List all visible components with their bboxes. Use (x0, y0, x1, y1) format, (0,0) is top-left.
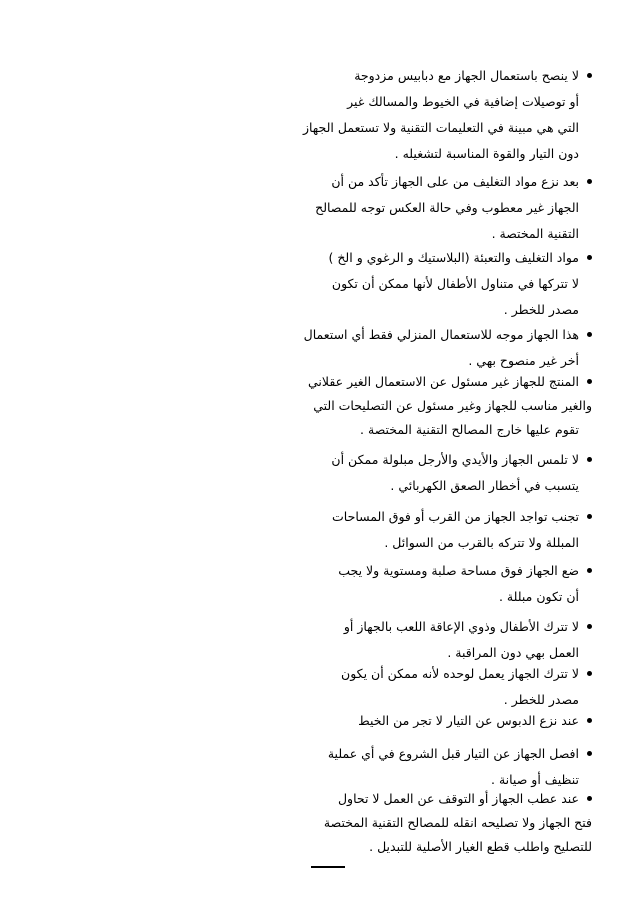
bullet-icon (587, 73, 592, 78)
list-item-line: الجهاز غير معطوب وفي حالة العكس توجه للمصالح (315, 200, 579, 215)
list-item-line: بعد نزع مواد التغليف من على الجهاز تأكد من أن (272, 169, 592, 195)
list-item-line: أو توصيلات إضافية في الخيوط والمسالك غير (347, 94, 579, 109)
list-item-line: دون التيار والقوة المناسبة لتشغيله . (394, 146, 579, 161)
list-item-line: العمل بهي دون المراقبة . (447, 645, 579, 660)
list-item-line: مصدر للخطر . (503, 692, 579, 707)
bullet-icon (587, 796, 592, 801)
list-item-line: التقنية المختصة . (491, 226, 579, 241)
list-item-line: لا تترك الأطفال وذوي الإعاقة اللعب بالجهاز أو (272, 614, 592, 640)
list-item (272, 370, 592, 442)
list-item-line: لا تلمس الجهاز والأيدي والأرجل مبلولة ممكن أن (272, 447, 592, 473)
list-item (272, 558, 592, 610)
list-item-line: افصل الجهاز عن التيار قبل الشروع في أي عملية (272, 741, 592, 767)
list-item (272, 614, 592, 666)
list-item-line: المبللة ولا تتركه بالقرب من السوائل . (384, 535, 579, 550)
list-item-line: لا ينصح باستعمال الجهاز مع دبابيس مزدوجة (272, 63, 592, 89)
bullet-icon (587, 568, 592, 573)
list-item (272, 708, 592, 734)
list-item-line: فتح الجهاز ولا تصليحه انقله للمصالح التقنية المختصة (323, 815, 592, 830)
list-item-line: هذا الجهاز موجه للاستعمال المنزلي فقط أي استعمال (272, 322, 592, 348)
bullet-icon (587, 514, 592, 519)
list-item-line: للتصليح واطلب قطع الغيار الأصلية للتبديل . (369, 839, 592, 854)
list-item (272, 63, 592, 167)
list-item-line: تقوم عليها خارج المصالح التقنية المختصة . (360, 422, 579, 437)
list-item-line: لا تترك الجهاز يعمل لوحده لأنه ممكن أن يكون (272, 661, 592, 687)
list-item-line: التي هي مبينة في التعليمات التقنية ولا تستعمل الجهاز (302, 120, 579, 135)
bullet-icon (587, 671, 592, 676)
bullet-icon (587, 332, 592, 337)
list-item (272, 322, 592, 374)
list-item (272, 169, 592, 247)
list-item-line: تجنب تواجد الجهاز من القرب أو فوق المساحات (272, 504, 592, 530)
list-item (272, 447, 592, 499)
list-item-line: تنظيف أو صيانة . (491, 772, 579, 787)
list-item (272, 787, 592, 859)
list-item-line: المنتج للجهاز غير مسئول عن الاستعمال الغير عقلاني (272, 370, 592, 394)
bullet-icon (587, 624, 592, 629)
list-item-line: أن تكون مبللة . (498, 589, 579, 604)
list-item (272, 504, 592, 556)
bullet-icon (587, 255, 592, 260)
list-item-line: لا تتركها في متناول الأطفال لأنها ممكن أن تكون (331, 276, 579, 291)
list-item (272, 741, 592, 793)
list-item-line: يتسبب في أخطار الصعق الكهربائي . (390, 478, 579, 493)
bullet-icon (587, 457, 592, 462)
list-item-line: عند نزع الدبوس عن التيار لا تجر من الخيط (272, 708, 592, 734)
list-item-line: ضع الجهاز فوق مساحة صلبة ومستوية ولا يجب (272, 558, 592, 584)
bullet-icon (587, 379, 592, 384)
bullet-icon (587, 179, 592, 184)
list-item-line: مصدر للخطر . (503, 302, 579, 317)
list-item-line: مواد التغليف والتعبئة (البلاستيك و الرغوي و الخ ) (272, 245, 592, 271)
list-item-line: والغير مناسب للجهاز وغير مسئول عن التصليحات التي (313, 398, 592, 413)
list-item (272, 245, 592, 323)
footer-divider (311, 866, 345, 868)
list-item-line: عند عطب الجهاز أو التوقف عن العمل لا تحاول (272, 787, 592, 811)
bullet-icon (587, 718, 592, 723)
bullet-icon (587, 751, 592, 756)
list-item-line: أخر غير منصوح بهي . (468, 353, 579, 368)
list-item (272, 661, 592, 713)
